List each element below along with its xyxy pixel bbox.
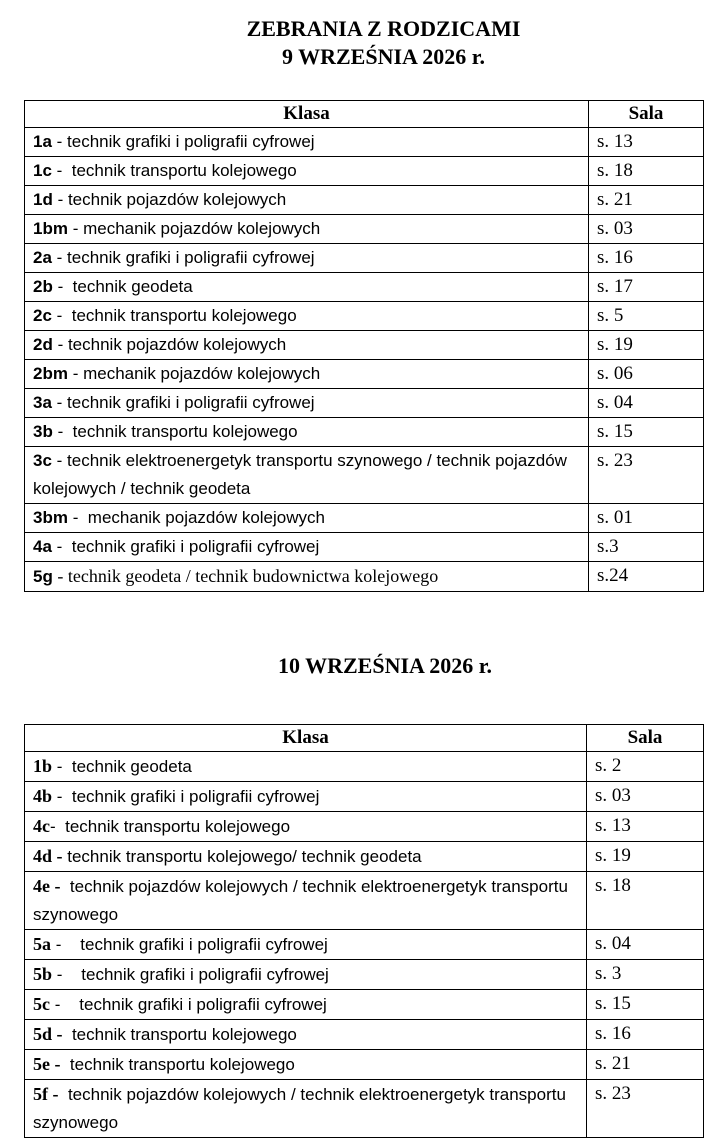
table-row bbox=[25, 1020, 704, 1050]
table-row bbox=[25, 331, 704, 360]
class-code: 5a bbox=[33, 934, 51, 954]
class-cell bbox=[25, 186, 589, 215]
room-cell: s. 18 bbox=[589, 157, 704, 186]
class-description: - mechanik pojazdów kolejowych bbox=[67, 364, 321, 383]
room-cell: s. 04 bbox=[589, 389, 704, 418]
class-cell bbox=[25, 302, 589, 331]
class-code: 3b bbox=[33, 422, 53, 441]
class-description: technik transportu kolejowego bbox=[62, 1025, 297, 1044]
class-code: 3c bbox=[33, 451, 52, 470]
room-cell: s. 01 bbox=[589, 504, 704, 533]
class-code: 4a bbox=[33, 537, 52, 556]
room-cell: s. 21 bbox=[589, 186, 704, 215]
class-code: 5e - bbox=[33, 1054, 61, 1074]
table-row bbox=[25, 752, 704, 782]
room-cell: s. 13 bbox=[587, 812, 704, 842]
class-description: - technik pojazdów kolejowych bbox=[52, 190, 287, 209]
class-description: - technik grafiki i poligrafii cyfrowej bbox=[51, 935, 328, 954]
table-row bbox=[25, 562, 704, 592]
class-description: - technik geodeta / technik budownictwa kolejowego bbox=[52, 566, 439, 586]
class-cell bbox=[25, 389, 589, 418]
class-description: - technik elektroenergetyk transportu szynowego / technik pojazdów kolejowych / technik geodeta bbox=[33, 451, 572, 498]
class-cell bbox=[25, 1080, 587, 1138]
room-cell: s. 03 bbox=[587, 782, 704, 812]
class-code: 5g bbox=[33, 567, 53, 586]
class-description: technik transportu kolejowego/ technik geodeta bbox=[62, 847, 422, 866]
table-row bbox=[25, 782, 704, 812]
class-code: 2a bbox=[33, 248, 52, 267]
class-description: - technik grafiki i poligrafii cyfrowej bbox=[50, 995, 327, 1014]
class-code: 4b bbox=[33, 786, 53, 806]
room-cell: s.24 bbox=[589, 562, 704, 592]
class-cell bbox=[25, 157, 589, 186]
date-heading-1: 9 WRZEŚNIA 2026 r. bbox=[282, 44, 485, 69]
room-cell: s. 16 bbox=[587, 1020, 704, 1050]
class-cell bbox=[25, 215, 589, 244]
table-row bbox=[25, 302, 704, 331]
page-title: ZEBRANIA Z RODZICAMI bbox=[246, 16, 521, 41]
class-cell bbox=[25, 1050, 587, 1080]
class-cell bbox=[25, 842, 587, 872]
table-row bbox=[25, 1050, 704, 1080]
schedule-table-2 bbox=[24, 724, 704, 1138]
class-code: 5f - bbox=[33, 1084, 59, 1104]
class-cell bbox=[25, 990, 587, 1020]
class-description: - technik transportu kolejowego bbox=[51, 306, 297, 325]
table-row bbox=[25, 273, 704, 302]
class-code: 2d bbox=[33, 335, 53, 354]
room-cell: s. 3 bbox=[587, 960, 704, 990]
class-cell bbox=[25, 273, 589, 302]
table-row bbox=[25, 447, 704, 504]
class-cell bbox=[25, 128, 589, 157]
table-header-row bbox=[25, 101, 704, 128]
class-description: - technik transportu kolejowego bbox=[52, 422, 298, 441]
room-cell: s. 19 bbox=[589, 331, 704, 360]
table-row bbox=[25, 128, 704, 157]
room-cell: s. 06 bbox=[589, 360, 704, 389]
room-cell: s. 23 bbox=[587, 1080, 704, 1138]
class-cell bbox=[25, 447, 589, 504]
room-cell: s. 04 bbox=[587, 930, 704, 960]
table-row bbox=[25, 1080, 704, 1138]
table-row bbox=[25, 418, 704, 447]
class-description: - technik grafiki i poligrafii cyfrowej bbox=[52, 965, 329, 984]
table-row bbox=[25, 533, 704, 562]
column-header-klasa: Klasa bbox=[25, 725, 587, 752]
room-cell: s. 18 bbox=[587, 872, 704, 930]
date-heading-2: 10 WRZEŚNIA 2026 r. bbox=[278, 653, 492, 678]
class-description: - technik grafiki i poligrafii cyfrowej bbox=[52, 787, 320, 806]
class-cell bbox=[25, 1020, 587, 1050]
class-cell bbox=[25, 752, 587, 782]
room-cell: s. 13 bbox=[589, 128, 704, 157]
class-cell bbox=[25, 562, 589, 592]
class-code: 4d - bbox=[33, 846, 63, 866]
class-description: - mechanik pojazdów kolejowych bbox=[67, 219, 321, 238]
class-description: technik pojazdów kolejowych / technik elektroenergetyk transportu szynowego bbox=[33, 877, 573, 924]
class-cell bbox=[25, 930, 587, 960]
table-header-row bbox=[25, 725, 704, 752]
class-code: 1d bbox=[33, 190, 53, 209]
class-description: - technik geodeta bbox=[52, 277, 193, 296]
class-cell bbox=[25, 533, 589, 562]
room-cell: s. 03 bbox=[589, 215, 704, 244]
table-row bbox=[25, 504, 704, 533]
table-row bbox=[25, 215, 704, 244]
class-description: technik transportu kolejowego bbox=[60, 1055, 295, 1074]
table-row bbox=[25, 389, 704, 418]
class-code: 4e - bbox=[33, 876, 61, 896]
class-code: 2c bbox=[33, 306, 52, 325]
class-cell bbox=[25, 244, 589, 273]
class-code: 3a bbox=[33, 393, 52, 412]
class-description: - technik pojazdów kolejowych bbox=[52, 335, 287, 354]
class-code: 4c bbox=[33, 816, 50, 836]
class-code: 2bm bbox=[33, 364, 68, 383]
table-row bbox=[25, 842, 704, 872]
class-cell bbox=[25, 812, 587, 842]
class-cell bbox=[25, 504, 589, 533]
class-description: - technik grafiki i poligrafii cyfrowej bbox=[51, 248, 315, 267]
class-code: 5b bbox=[33, 964, 53, 984]
room-cell: s.3 bbox=[589, 533, 704, 562]
table-row bbox=[25, 244, 704, 273]
column-header-klasa: Klasa bbox=[25, 101, 589, 128]
table-row bbox=[25, 872, 704, 930]
table-row bbox=[25, 186, 704, 215]
room-cell: s. 15 bbox=[587, 990, 704, 1020]
class-description: - technik grafiki i poligrafii cyfrowej bbox=[51, 132, 315, 151]
table-row bbox=[25, 960, 704, 990]
class-description: - technik grafiki i poligrafii cyfrowej bbox=[51, 537, 320, 556]
class-cell bbox=[25, 782, 587, 812]
room-cell: s. 19 bbox=[587, 842, 704, 872]
table-row bbox=[25, 930, 704, 960]
column-header-sala: Sala bbox=[587, 725, 704, 752]
table-row bbox=[25, 360, 704, 389]
class-cell bbox=[25, 331, 589, 360]
class-code: 5c bbox=[33, 994, 50, 1014]
table-row bbox=[25, 812, 704, 842]
class-code: 1bm bbox=[33, 219, 68, 238]
class-cell bbox=[25, 418, 589, 447]
class-code: 1b bbox=[33, 756, 53, 776]
room-cell: s. 15 bbox=[589, 418, 704, 447]
class-code: 3bm bbox=[33, 508, 68, 527]
room-cell: s. 17 bbox=[589, 273, 704, 302]
table-row bbox=[25, 157, 704, 186]
room-cell: s. 16 bbox=[589, 244, 704, 273]
room-cell: s. 2 bbox=[587, 752, 704, 782]
class-description: - technik transportu kolejowego bbox=[51, 161, 297, 180]
schedule-table-1 bbox=[24, 100, 704, 592]
class-code: 2b bbox=[33, 277, 53, 296]
class-code: 1a bbox=[33, 132, 52, 151]
table-row bbox=[25, 990, 704, 1020]
class-description: technik pojazdów kolejowych / technik elektroenergetyk transportu szynowego bbox=[33, 1085, 571, 1132]
class-cell bbox=[25, 960, 587, 990]
class-description: - mechanik pojazdów kolejowych bbox=[67, 508, 325, 527]
class-description: - technik transportu kolejowego bbox=[50, 817, 291, 836]
class-cell bbox=[25, 872, 587, 930]
class-description: - technik geodeta bbox=[52, 757, 192, 776]
class-code: 1c bbox=[33, 161, 52, 180]
room-cell: s. 5 bbox=[589, 302, 704, 331]
room-cell: s. 23 bbox=[589, 447, 704, 504]
class-description: - technik grafiki i poligrafii cyfrowej bbox=[51, 393, 315, 412]
room-cell: s. 21 bbox=[587, 1050, 704, 1080]
class-code: 5d - bbox=[33, 1024, 63, 1044]
class-cell bbox=[25, 360, 589, 389]
column-header-sala: Sala bbox=[589, 101, 704, 128]
